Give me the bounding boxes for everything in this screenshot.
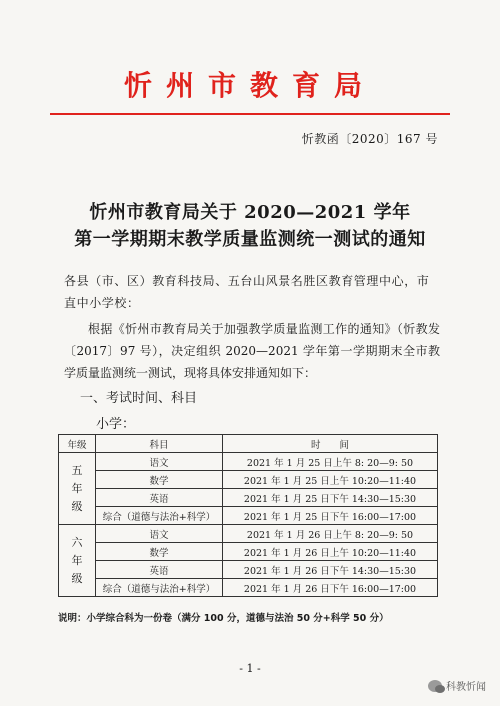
grade-five-char: 年 — [71, 481, 83, 495]
wechat-watermark — [428, 678, 486, 693]
time-cell: 2021 年 1 月 26 日上午 8: 20—9: 50 — [223, 525, 438, 543]
grade-six-char: 六 — [71, 535, 83, 549]
table-row — [59, 453, 438, 471]
page-number: - 1 - — [239, 662, 261, 675]
subject-cell: 英语 — [96, 561, 223, 579]
subject-cell: 数学 — [96, 543, 223, 561]
watermark-text: 科教忻闻 — [446, 682, 486, 693]
wechat-icon — [428, 680, 442, 692]
grade-five-char: 五 — [71, 463, 83, 477]
time-cell: 2021 年 1 月 26 日下午 16:00—17:00 — [223, 579, 438, 597]
time-cell: 2021 年 1 月 26 日下午 14:30—15:30 — [223, 561, 438, 579]
table-header-row — [59, 435, 438, 453]
table-row — [59, 507, 438, 525]
notice-title-line2: 第一学期期末教学质量监测统一测试的通知 — [74, 229, 426, 250]
header-time: 时 间 — [223, 435, 438, 453]
time-cell: 2021 年 1 月 25 日下午 14:30—15:30 — [223, 489, 438, 507]
subject-cell: 语文 — [96, 453, 223, 471]
table-row — [59, 489, 438, 507]
exam-schedule-table — [58, 434, 438, 597]
subject-cell: 数学 — [96, 471, 223, 489]
time-cell: 2021 年 1 月 25 日下午 16:00—17:00 — [223, 507, 438, 525]
grade-five-cell — [59, 453, 96, 525]
table-row — [59, 543, 438, 561]
subject-cell: 语文 — [96, 525, 223, 543]
addressee-paragraph: 各县（市、区）教育科技局、五台山风景名胜区教育管理中心，市直中小学校： — [64, 274, 430, 310]
time-cell: 2021 年 1 月 25 日上午 8: 20—9: 50 — [223, 453, 438, 471]
red-header-rule — [50, 113, 450, 115]
notice-title-line1: 忻州市教育局关于 2020—2021 学年 — [89, 202, 411, 223]
table-note: 说明：小学综合科为一份卷（满分 100 分，道德与法治 50 分+科学 50 分） — [58, 613, 389, 624]
subject-cell: 综合（道德与法治+科学） — [96, 507, 223, 525]
subject-cell: 英语 — [96, 489, 223, 507]
table-row — [59, 525, 438, 543]
header-grade: 年级 — [59, 435, 96, 453]
header-subject: 科目 — [96, 435, 223, 453]
subheading-primary-school: 小学： — [96, 417, 136, 432]
grade-six-char: 级 — [71, 571, 83, 585]
org-header-title: 忻州市教育局 — [123, 69, 376, 102]
document-number: 忻教函〔2020〕167 号 — [301, 132, 438, 146]
grade-six-cell — [59, 525, 96, 597]
time-cell: 2021 年 1 月 26 日上午 10:20—11:40 — [223, 543, 438, 561]
table-row — [59, 471, 438, 489]
time-cell: 2021 年 1 月 25 日上午 10:20—11:40 — [223, 471, 438, 489]
grade-five-char: 级 — [71, 499, 83, 513]
grade-six-char: 年 — [71, 553, 83, 567]
section-heading-exam-time: 一、考试时间、科目 — [80, 391, 198, 406]
table-row — [59, 561, 438, 579]
table-row — [59, 579, 438, 597]
body-paragraph: 根据《忻州市教育局关于加强教学质量监测工作的通知》（忻教发〔2017〕97 号），决定组织 2020—2021 学年第一学期期末全市教学质量监测统一测试，现将具体安排通知如下： — [64, 322, 440, 380]
subject-cell: 综合（道德与法治+科学） — [96, 579, 223, 597]
